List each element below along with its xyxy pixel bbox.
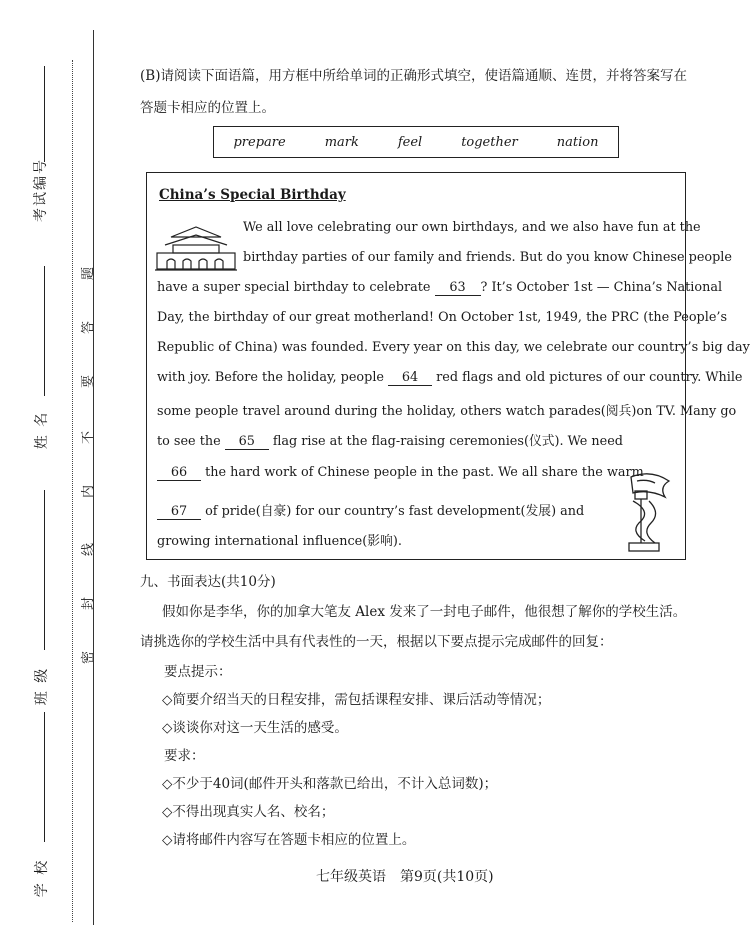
- passage-box: [146, 172, 750, 560]
- margin-exam-no-label: 考试编号: [33, 158, 49, 222]
- tiananmen-gate-illustration: [153, 223, 239, 271]
- points-heading: 要点提示：: [164, 664, 232, 680]
- seal-char-4: 不: [81, 430, 97, 445]
- margin-school-label: 学 校: [34, 858, 51, 898]
- requirement-1: ◇不少于40词(邮件开头和落款已给出，不计入总词数)；: [162, 776, 498, 792]
- margin-line-name: [44, 266, 45, 396]
- margin-name-label: 姓 名: [34, 410, 51, 450]
- section-9-intro-2: 请挑选你的学校生活中具有代表性的一天，根据以下要点提示完成邮件的回复：: [140, 634, 613, 650]
- blank-63: 63: [435, 280, 481, 296]
- requirement-2: ◇不得出现真实人名、校名；: [162, 804, 335, 820]
- word-box: [213, 126, 619, 158]
- point-1: ◇简要介绍当天的日程安排，需包括课程安排、课后活动等情况；: [162, 692, 551, 708]
- passage-line-8-pre: to see the: [157, 434, 221, 449]
- blank-65: 65: [225, 434, 269, 450]
- margin-class-label: 班 级: [34, 666, 51, 706]
- passage-line-9: [157, 465, 644, 481]
- passage-line-7: some people travel around during the holiday, others watch parades(阅兵)on TV. Many go: [157, 404, 737, 419]
- passage-line-6-pre: with joy. Before the holiday, people: [157, 370, 384, 385]
- seal-dotted-line: [72, 60, 73, 922]
- seal-char-5: 内: [81, 484, 97, 499]
- word-2: mark: [324, 134, 359, 150]
- seal-char-3: 要: [81, 374, 97, 389]
- section-9-intro-1: 假如你是李华，你的加拿大笔友 Alex 发来了一封电子邮件，他很想了解你的学校生活。: [162, 604, 687, 620]
- blank-67: 67: [157, 504, 201, 520]
- binding-solid-line: [93, 30, 94, 925]
- point-2: ◇谈谈你对这一天生活的感受。: [162, 720, 348, 736]
- page-footer: 七年级英语 第9页(共10页): [316, 869, 494, 885]
- passage-line-10-post: of pride(自豪) for our country’s fast development(发展) and: [205, 504, 585, 519]
- seal-char-1: 题: [81, 266, 97, 281]
- passage-line-3-pre: have a super special birthday to celebrate: [157, 280, 431, 295]
- margin-line-school: [44, 712, 45, 842]
- passage-line-10: [157, 500, 584, 520]
- passage-line-11: growing international influence(影响).: [157, 534, 402, 549]
- word-5: nation: [556, 134, 599, 150]
- passage-line-4: Day, the birthday of our great motherland! On October 1st, 1949, the PRC (the People’s: [157, 310, 728, 325]
- section-b-instruction-2: 答题卡相应的位置上。: [140, 100, 275, 116]
- section-9-heading: 九、书面表达(共10分): [140, 574, 276, 590]
- margin-line-class: [44, 490, 45, 650]
- word-4: together: [461, 134, 518, 150]
- passage-line-8-post: flag rise at the flag-raising ceremonies(仪式). We need: [272, 434, 623, 449]
- seal-char-6: 线: [81, 542, 97, 557]
- word-3: feel: [397, 134, 423, 150]
- passage-line-3-post: ? It’s October 1st — China’s National: [480, 280, 723, 295]
- passage-line-2: birthday parties of our family and friends. But do you know Chinese people: [243, 250, 732, 265]
- section-b-instruction-1: (B)请阅读下面语篇，用方框中所给单词的正确形式填空，使语篇通顺、连贯，并将答案写在: [140, 68, 687, 84]
- blank-64: 64: [388, 370, 432, 386]
- passage-title: China’s Special Birthday: [159, 187, 346, 203]
- seal-char-8: 密: [81, 650, 97, 665]
- passage-line-6-post: red flags and old pictures of our country. While: [436, 370, 743, 385]
- word-1: prepare: [233, 134, 286, 150]
- passage-line-9-post: the hard work of Chinese people in the past. We all share the warm: [205, 465, 644, 480]
- passage-line-6: [157, 370, 743, 386]
- passage-line-1: We all love celebrating our own birthdays, and we also have fun at the: [243, 220, 701, 235]
- passage-line-8: [157, 430, 623, 450]
- margin-line-exam-no: [44, 66, 45, 162]
- seal-char-7: 封: [81, 596, 97, 611]
- seal-char-2: 答: [81, 320, 97, 335]
- flag-monument-illustration: [611, 471, 677, 555]
- passage-line-3: [157, 280, 722, 296]
- blank-66: 66: [157, 465, 201, 481]
- requirement-3: ◇请将邮件内容写在答题卡相应的位置上。: [162, 832, 416, 848]
- requirements-heading: 要求：: [164, 748, 205, 764]
- passage-line-5: Republic of China) was founded. Every year on this day, we celebrate our country’s big day: [157, 340, 750, 355]
